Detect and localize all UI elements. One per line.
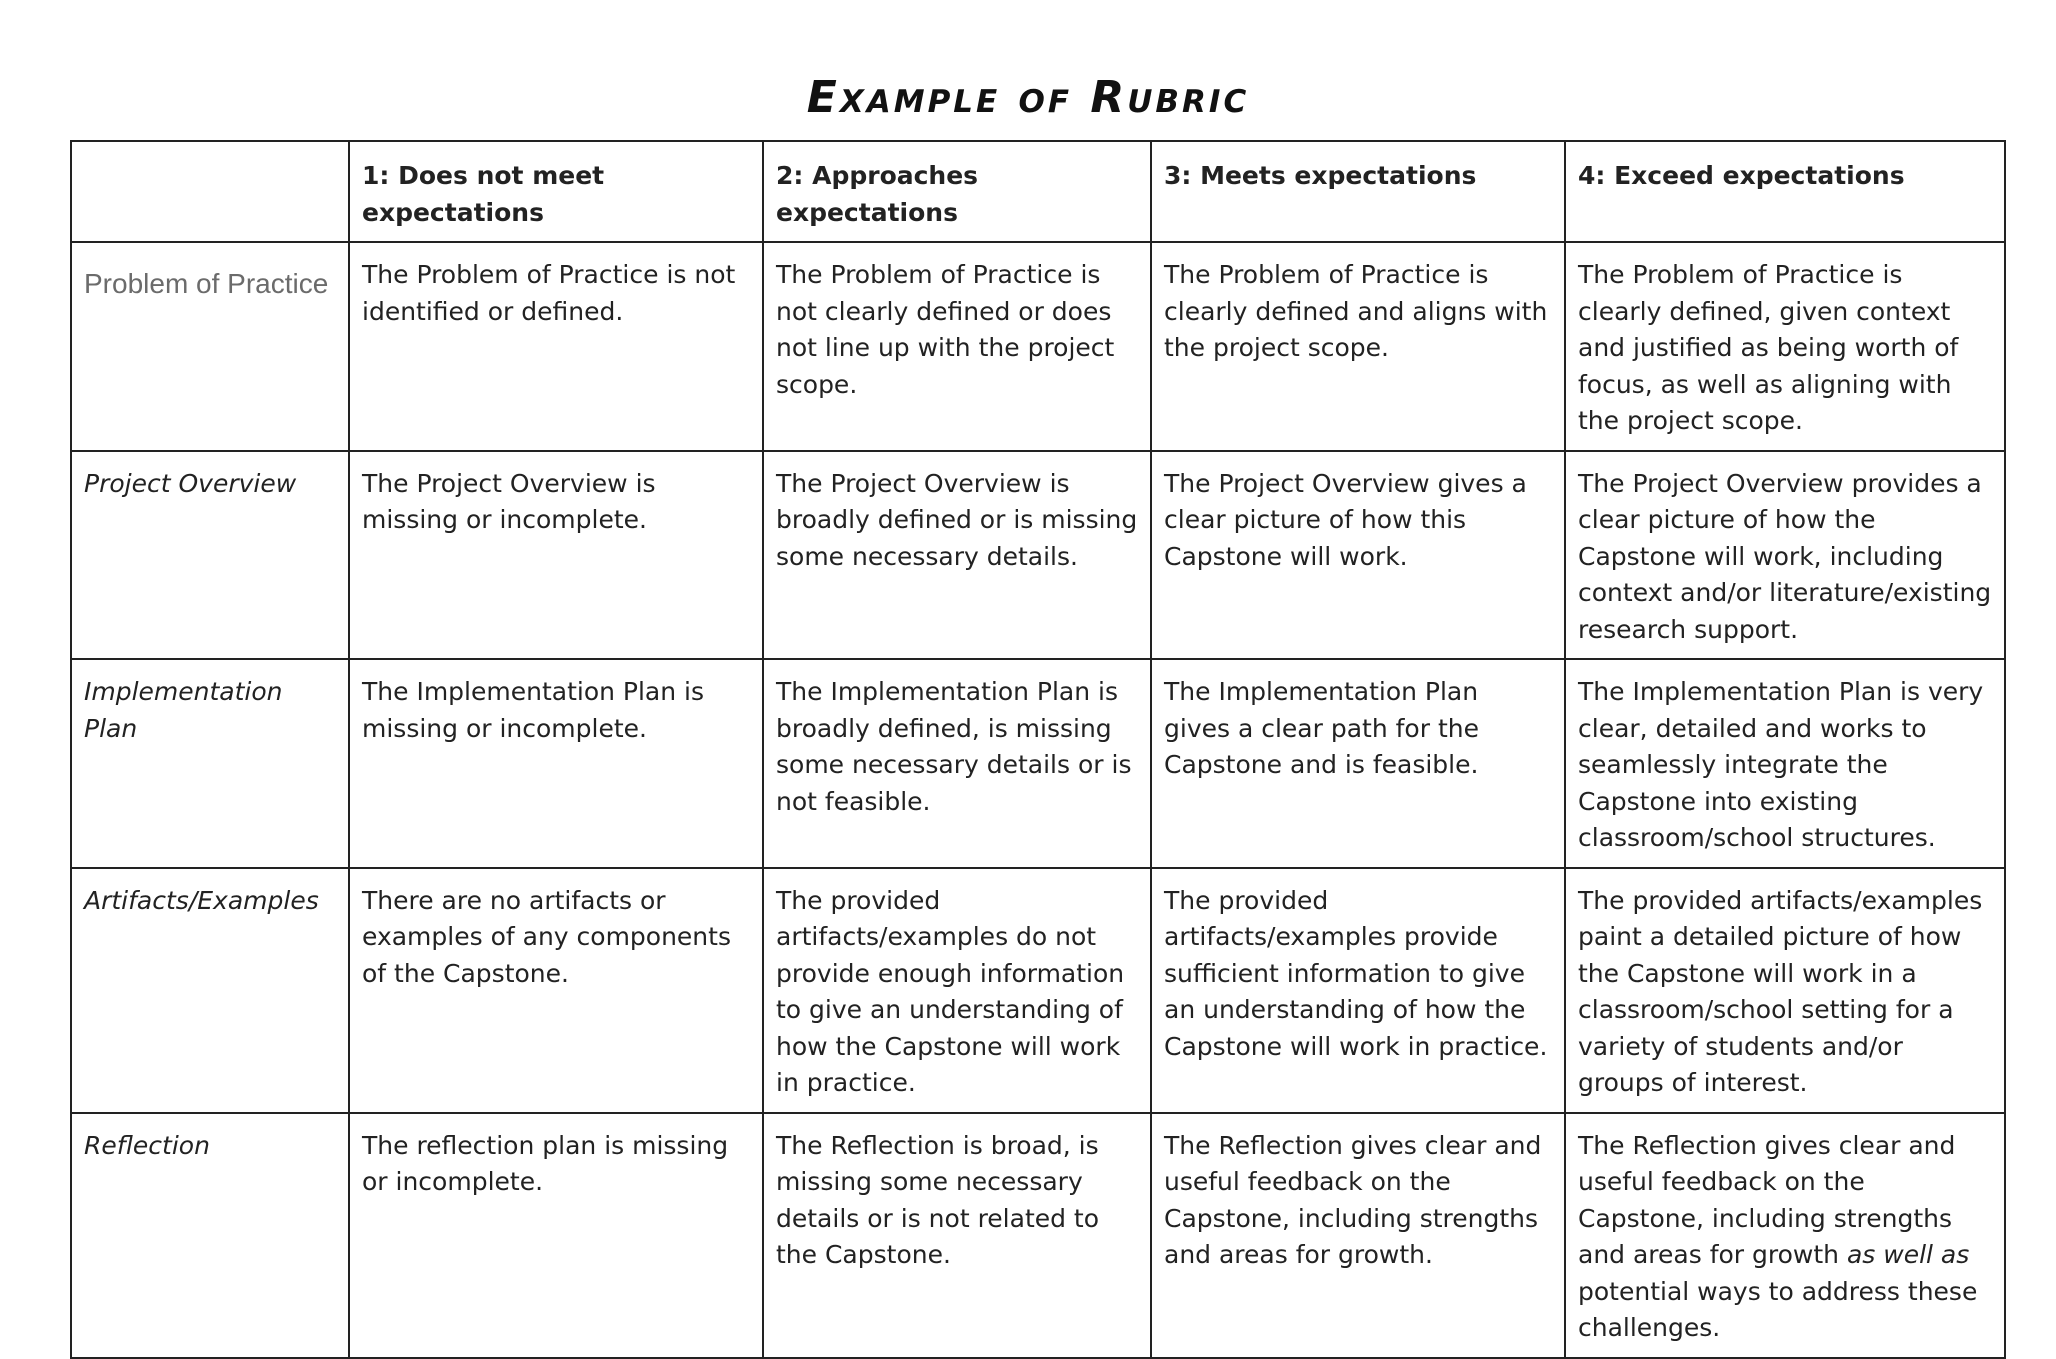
rubric-cell: The Project Overview provides a clear picture of how the Capstone will work, including context and/or literature/existing research support. (1565, 451, 2005, 660)
row-label-problem-of-practice: Problem of Practice (71, 242, 349, 451)
rubric-cell: The Problem of Practice is clearly defined, given context and justified as being worth of focus, as well as aligning with the project scope. (1565, 242, 2005, 451)
rubric-cell: The Implementation Plan is broadly defined, is missing some necessary details or is not feasible. (763, 659, 1151, 868)
rubric-cell: The Project Overview is broadly defined or is missing some necessary details. (763, 451, 1151, 660)
rubric-cell: There are no artifacts or examples of any components of the Capstone. (349, 868, 763, 1113)
header-level-4: 4: Exceed expectations (1565, 141, 2005, 242)
rubric-cell: The Implementation Plan is very clear, detailed and works to seamlessly integrate the Capstone into existing classroom/school structures. (1565, 659, 2005, 868)
header-row (71, 141, 2005, 242)
reflection-text-after: potential ways to address these challenges. (1578, 1276, 1978, 1342)
rubric-cell: The Project Overview is missing or incomplete. (349, 451, 763, 660)
rubric-table (70, 140, 2006, 1359)
rubric-cell: The provided artifacts/examples do not provide enough information to give an understanding of how the Capstone will work in practice. (763, 868, 1151, 1113)
rubric-cell: The Problem of Practice is not clearly defined or does not line up with the project scope. (763, 242, 1151, 451)
row-label-project-overview: Project Overview (71, 451, 349, 660)
header-level-1: 1: Does not meet expectations (349, 141, 763, 242)
rubric-cell: The provided artifacts/examples paint a detailed picture of how the Capstone will work in a classroom/school setting for a variety of students and/or groups of interest. (1565, 868, 2005, 1113)
table-row (71, 1113, 2005, 1358)
rubric-cell: The Implementation Plan is missing or incomplete. (349, 659, 763, 868)
reflection-text-before: The Reflection gives clear and useful feedback on the Capstone, including strengths and areas for growth (1578, 1130, 1956, 1269)
rubric-cell (1565, 1113, 2005, 1358)
table-row (71, 868, 2005, 1113)
header-level-3: 3: Meets expectations (1151, 141, 1565, 242)
reflection-text-emphasis: as well as (1846, 1240, 1970, 1269)
page-title: Example of Rubric (806, 72, 1250, 123)
header-corner-cell (71, 141, 349, 242)
row-label-artifacts-examples: Artifacts/Examples (71, 868, 349, 1113)
row-label-reflection: Reflection (71, 1113, 349, 1358)
rubric-cell: The Reflection is broad, is missing some necessary details or is not related to the Capstone. (763, 1113, 1151, 1358)
table-row (71, 451, 2005, 660)
rubric-cell: The reflection plan is missing or incomplete. (349, 1113, 763, 1358)
table-row (71, 659, 2005, 868)
rubric-cell: The provided artifacts/examples provide sufficient information to give an understanding of how the Capstone will work in practice. (1151, 868, 1565, 1113)
table-row (71, 242, 2005, 451)
rubric-cell: The Project Overview gives a clear picture of how this Capstone will work. (1151, 451, 1565, 660)
rubric-cell: The Problem of Practice is clearly defined and aligns with the project scope. (1151, 242, 1565, 451)
rubric-cell: The Problem of Practice is not identified or defined. (349, 242, 763, 451)
rubric-cell: The Reflection gives clear and useful feedback on the Capstone, including strengths and areas for growth. (1151, 1113, 1565, 1358)
rubric-cell: The Implementation Plan gives a clear path for the Capstone and is feasible. (1151, 659, 1565, 868)
row-label-implementation-plan: Implementation Plan (71, 659, 349, 868)
header-level-2: 2: Approaches expectations (763, 141, 1151, 242)
